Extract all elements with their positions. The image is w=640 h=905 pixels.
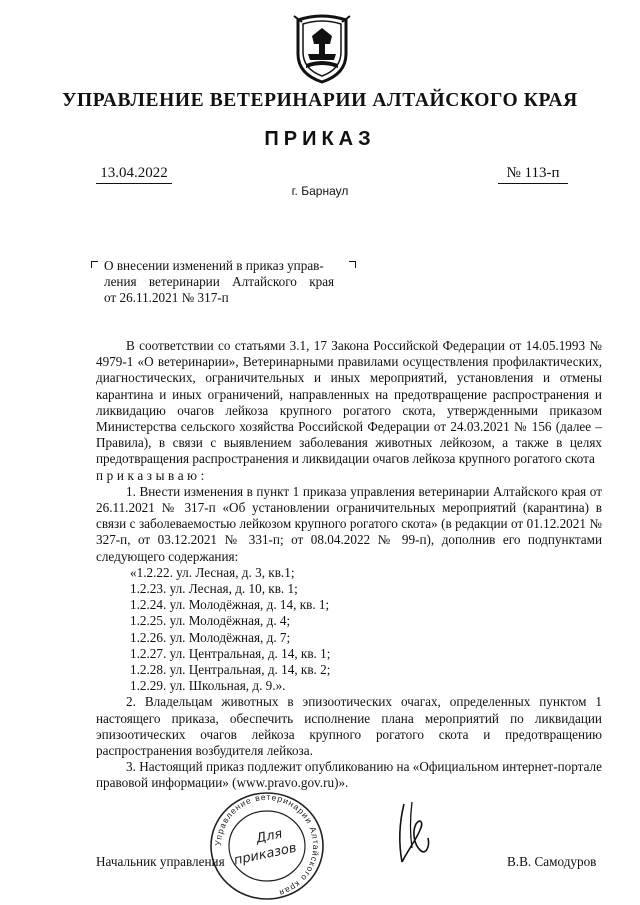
stamp-center-text: Для [254,826,284,847]
signatory-position: Начальник управления [96,854,225,869]
item-3-paragraph: 3. Настоящий приказ подлежит опубликованию на «Официальном интернет-портале правовой информации» (www.pravo.gov.ru)». [96,759,602,791]
handwritten-signature [390,800,436,868]
subitem-list [96,565,602,695]
item-1-paragraph: 1. Внести изменения в пункт 1 приказа управления ветеринарии Алтайского края от 26.11.2021 № 317-п «Об установлении ограничительных мероприятий (карантина) в связи с заболеваемостью лейкозом крупного рогатого скота» (в редакции от 01.12.2021 № 327-п, от 03.12.2021 № 331-п; от 08.04.2022 № 99-п), дополнив его подпунктами следующего содержания: [96,483,602,564]
stamp-center-text: приказов [232,840,298,869]
stamp-ring-text: Управление ветеринарии Алтайского края [212,791,322,899]
order-keyword: приказываю: [96,467,208,483]
city-label: г. Барнаул [291,184,349,198]
signatory-name: В.В. Самодуров [507,854,597,869]
coat-of-arms-emblem [290,14,354,84]
list-item: 1.2.23. ул. Лесная, д. 10, кв. 1; [130,581,298,597]
order-body [96,338,602,792]
organization-name: УПРАВЛЕНИЕ ВЕТЕРИНАРИИ АЛТАЙСКОГО КРАЯ [62,90,578,111]
list-item: 1.2.27. ул. Центральная, д. 14, кв. 1; [130,645,331,661]
subject-line: ления ветеринарии Алтайского края [104,274,335,289]
preamble-paragraph: В соответствии со статьями 3.1, 17 Закона Российской Федерации от 14.05.1993 № 4979-1 «О ветеринарии», Ветеринарными правилами осуществления профилактических, диагностических, ограничительных и иных мероприятий, установления и отмены карантина и иных ограничений, направленных на предотвращение распространения и ликвидацию очагов лейкоза крупного рогатого скота, утвержденными приказом Министерства сельского хозяйства Российской Федерации от 24.03.2021 № 156 (далее – Правила), в связи с выявлением заболевания животных лейкозом, а также в целях предотвращения распространения и ликвидации очагов лейкоза крупного рогатого скота [96,338,602,467]
list-item: 1.2.25. ул. Молодёжная, д. 4; [130,613,291,629]
order-subject [96,258,358,306]
order-number: № 113-п [498,165,568,184]
subject-line: О внесении изменений в приказ управ- [104,258,324,273]
list-item: 1.2.26. ул. Молодёжная, д. 7; [130,629,291,645]
list-item: 1.2.28. ул. Центральная, д. 14, кв. 2; [130,662,331,678]
list-item: 1.2.29. ул. Школьная, д. 9.». [130,678,286,694]
subject-line: от 26.11.2021 № 317-п [104,290,229,305]
list-item: «1.2.22. ул. Лесная, д. 3, кв.1; [130,564,295,580]
official-stamp [208,790,326,902]
order-date: 13.04.2022 [96,165,172,184]
document-type-title: ПРИКАЗ [264,128,376,150]
list-item: 1.2.24. ул. Молодёжная, д. 14, кв. 1; [130,597,330,613]
item-2-paragraph: 2. Владельцам животных в эпизоотических очагах, определенных пунктом 1 настоящего приказа, обеспечить исполнение плана мероприятий по ликвидации эпизоотических очагов лейкоза крупного рогатого скота и предотвращению распространения возбудителя лейкоза. [96,694,602,759]
